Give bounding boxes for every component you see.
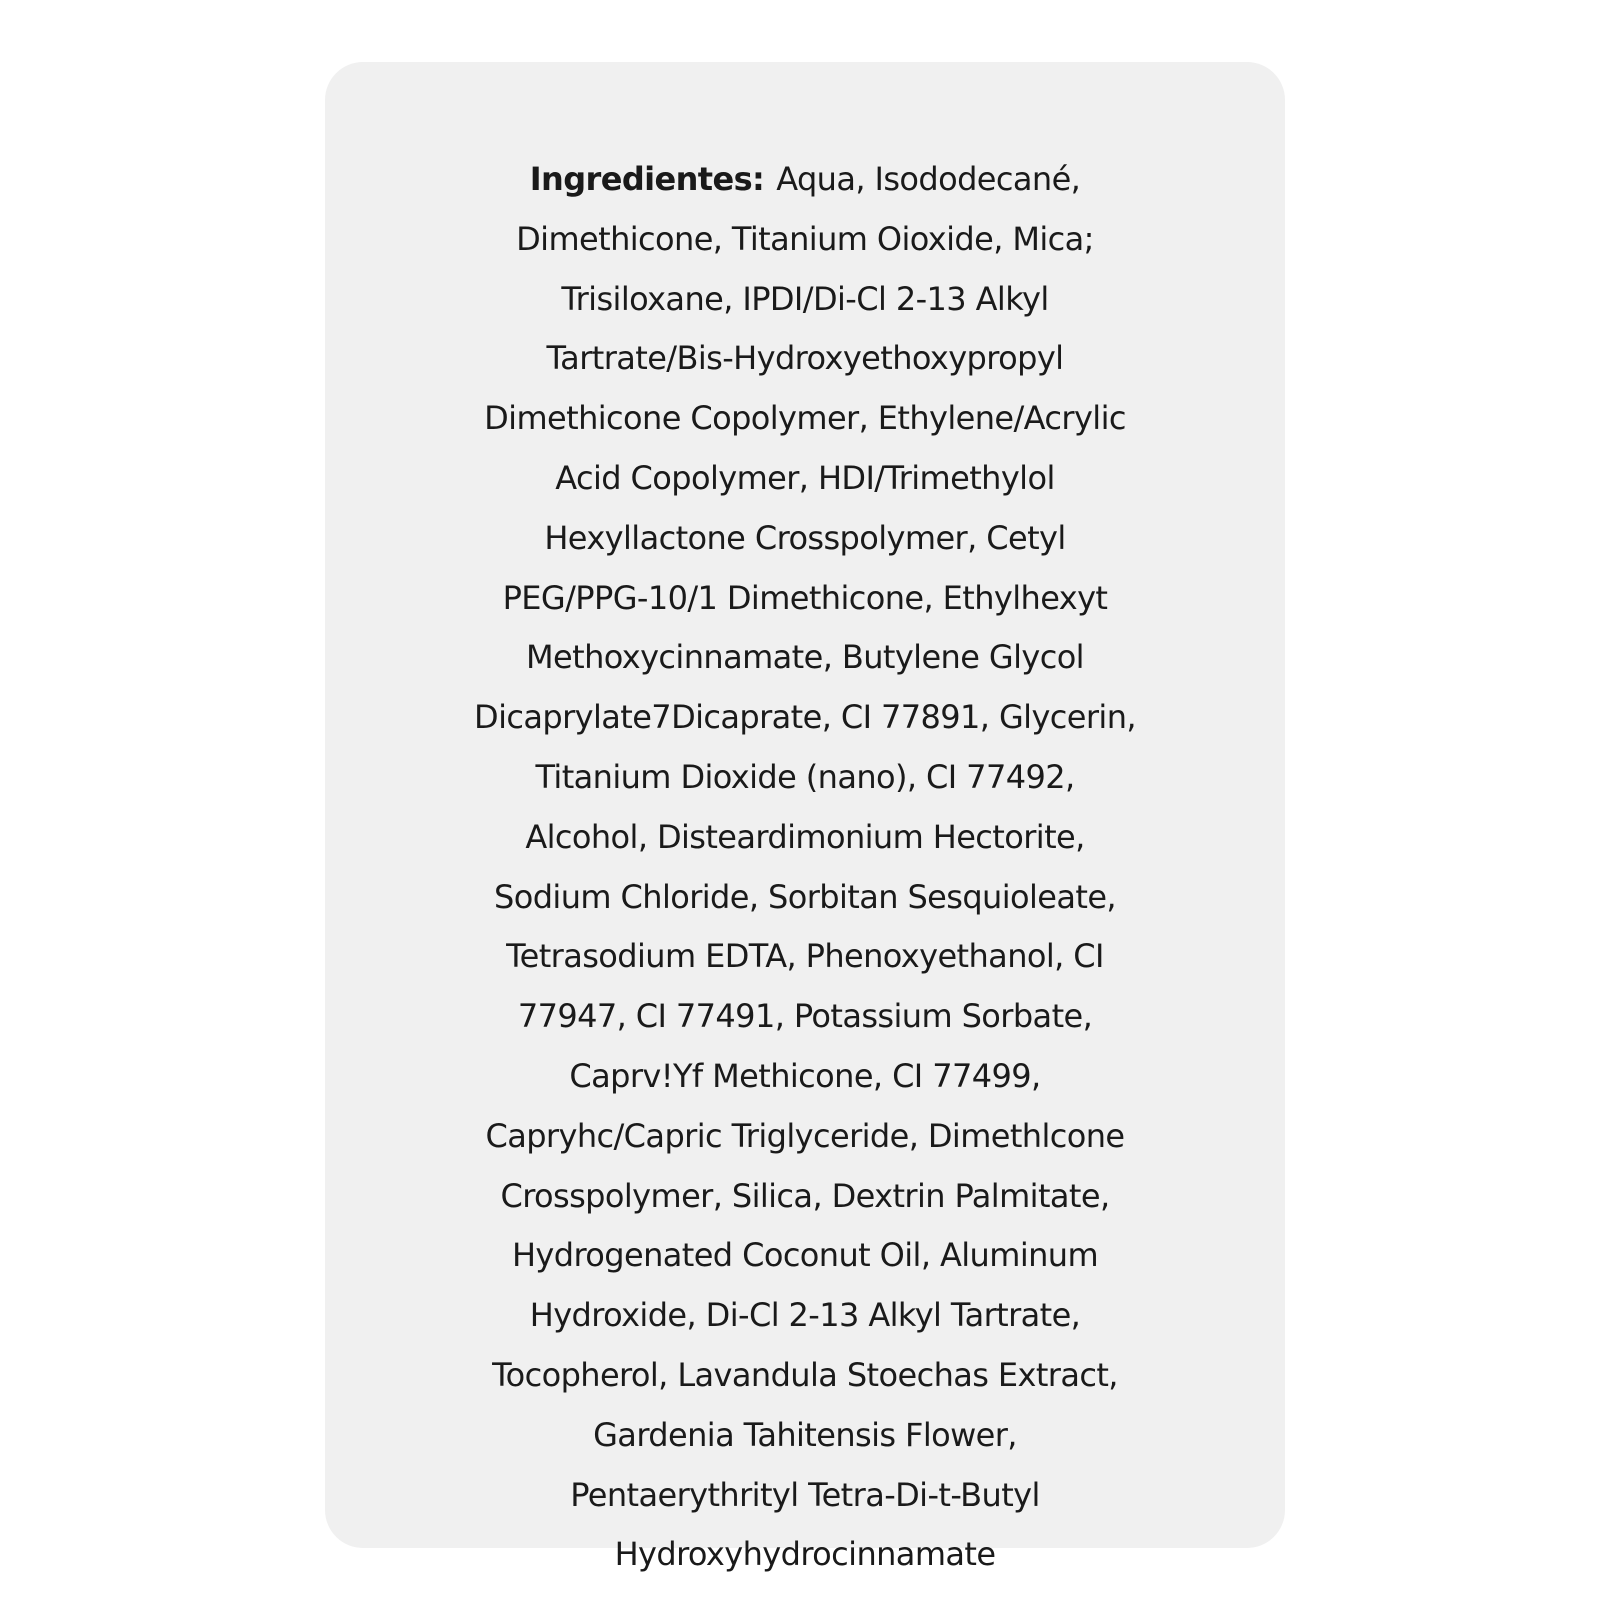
ingredients-line: Acid Copolymer, HDI/Trimethylol — [555, 458, 1055, 497]
ingredients-line: Tocopherol, Lavandula Stoechas Extract, — [492, 1355, 1118, 1394]
ingredients-line: Capryhc/Capric Triglyceride, Dimethlcone — [485, 1116, 1125, 1155]
ingredients-list — [325, 150, 1285, 1585]
ingredients-line: Hexyllactone Crosspolymer, Cetyl — [544, 518, 1066, 557]
ingredients-line: Dimethicone, Titanium Oioxide, Mica; — [516, 219, 1094, 258]
ingredients-line: Gardenia Tahitensis Flower, — [593, 1415, 1017, 1454]
ingredients-line: Hydrogenated Coconut Oil, Aluminum — [511, 1236, 1099, 1275]
ingredients-line: Hydroxide, Di-Cl 2-13 Alkyl Tartrate, — [529, 1296, 1081, 1335]
ingredients-line: Titanium Dioxide (nano), CI 77492, — [535, 757, 1075, 796]
ingredients-line: Dimethicone Copolymer, Ethylene/Acrylic — [484, 399, 1126, 438]
ingredients-text: Aqua, Isododecané, — [776, 160, 1081, 198]
ingredients-line: Alcohol, Disteardimonium Hectorite, — [525, 817, 1085, 856]
ingredients-line: Tartrate/Bis-Hydroxyethoxypropyl — [546, 339, 1064, 378]
ingredients-line: Methoxycinnamate, Butylene Glycol — [526, 638, 1084, 677]
ingredients-line: 77947, CI 77491, Potassium Sorbate, — [517, 997, 1093, 1036]
ingredients-label: Ingredientes: — [529, 160, 765, 198]
ingredients-line: Crosspolymer, Silica, Dextrin Palmitate, — [500, 1176, 1110, 1215]
ingredients-line: Trisiloxane, IPDI/Di-Cl 2-13 Alkyl — [561, 279, 1049, 318]
ingredients-line: Tetrasodium EDTA, Phenoxyethanol, CI — [506, 937, 1104, 976]
ingredients-line: Hydroxyhydrocinnamate — [614, 1535, 996, 1574]
ingredients-line: Caprv!Yf Methicone, CI 77499, — [569, 1056, 1041, 1095]
ingredients-line: PEG/PPG-10/1 Dimethicone, Ethylhexyt — [502, 578, 1108, 617]
ingredients-line: Sodium Chloride, Sorbitan Sesquioleate, — [494, 877, 1116, 916]
ingredients-line: Dicaprylate7Dicaprate, CI 77891, Glycerin, — [474, 698, 1136, 737]
ingredients-panel — [325, 62, 1285, 1574]
ingredients-line — [325, 150, 1285, 210]
ingredients-line: Pentaerythrityl Tetra-Di-t-Butyl — [570, 1475, 1040, 1514]
